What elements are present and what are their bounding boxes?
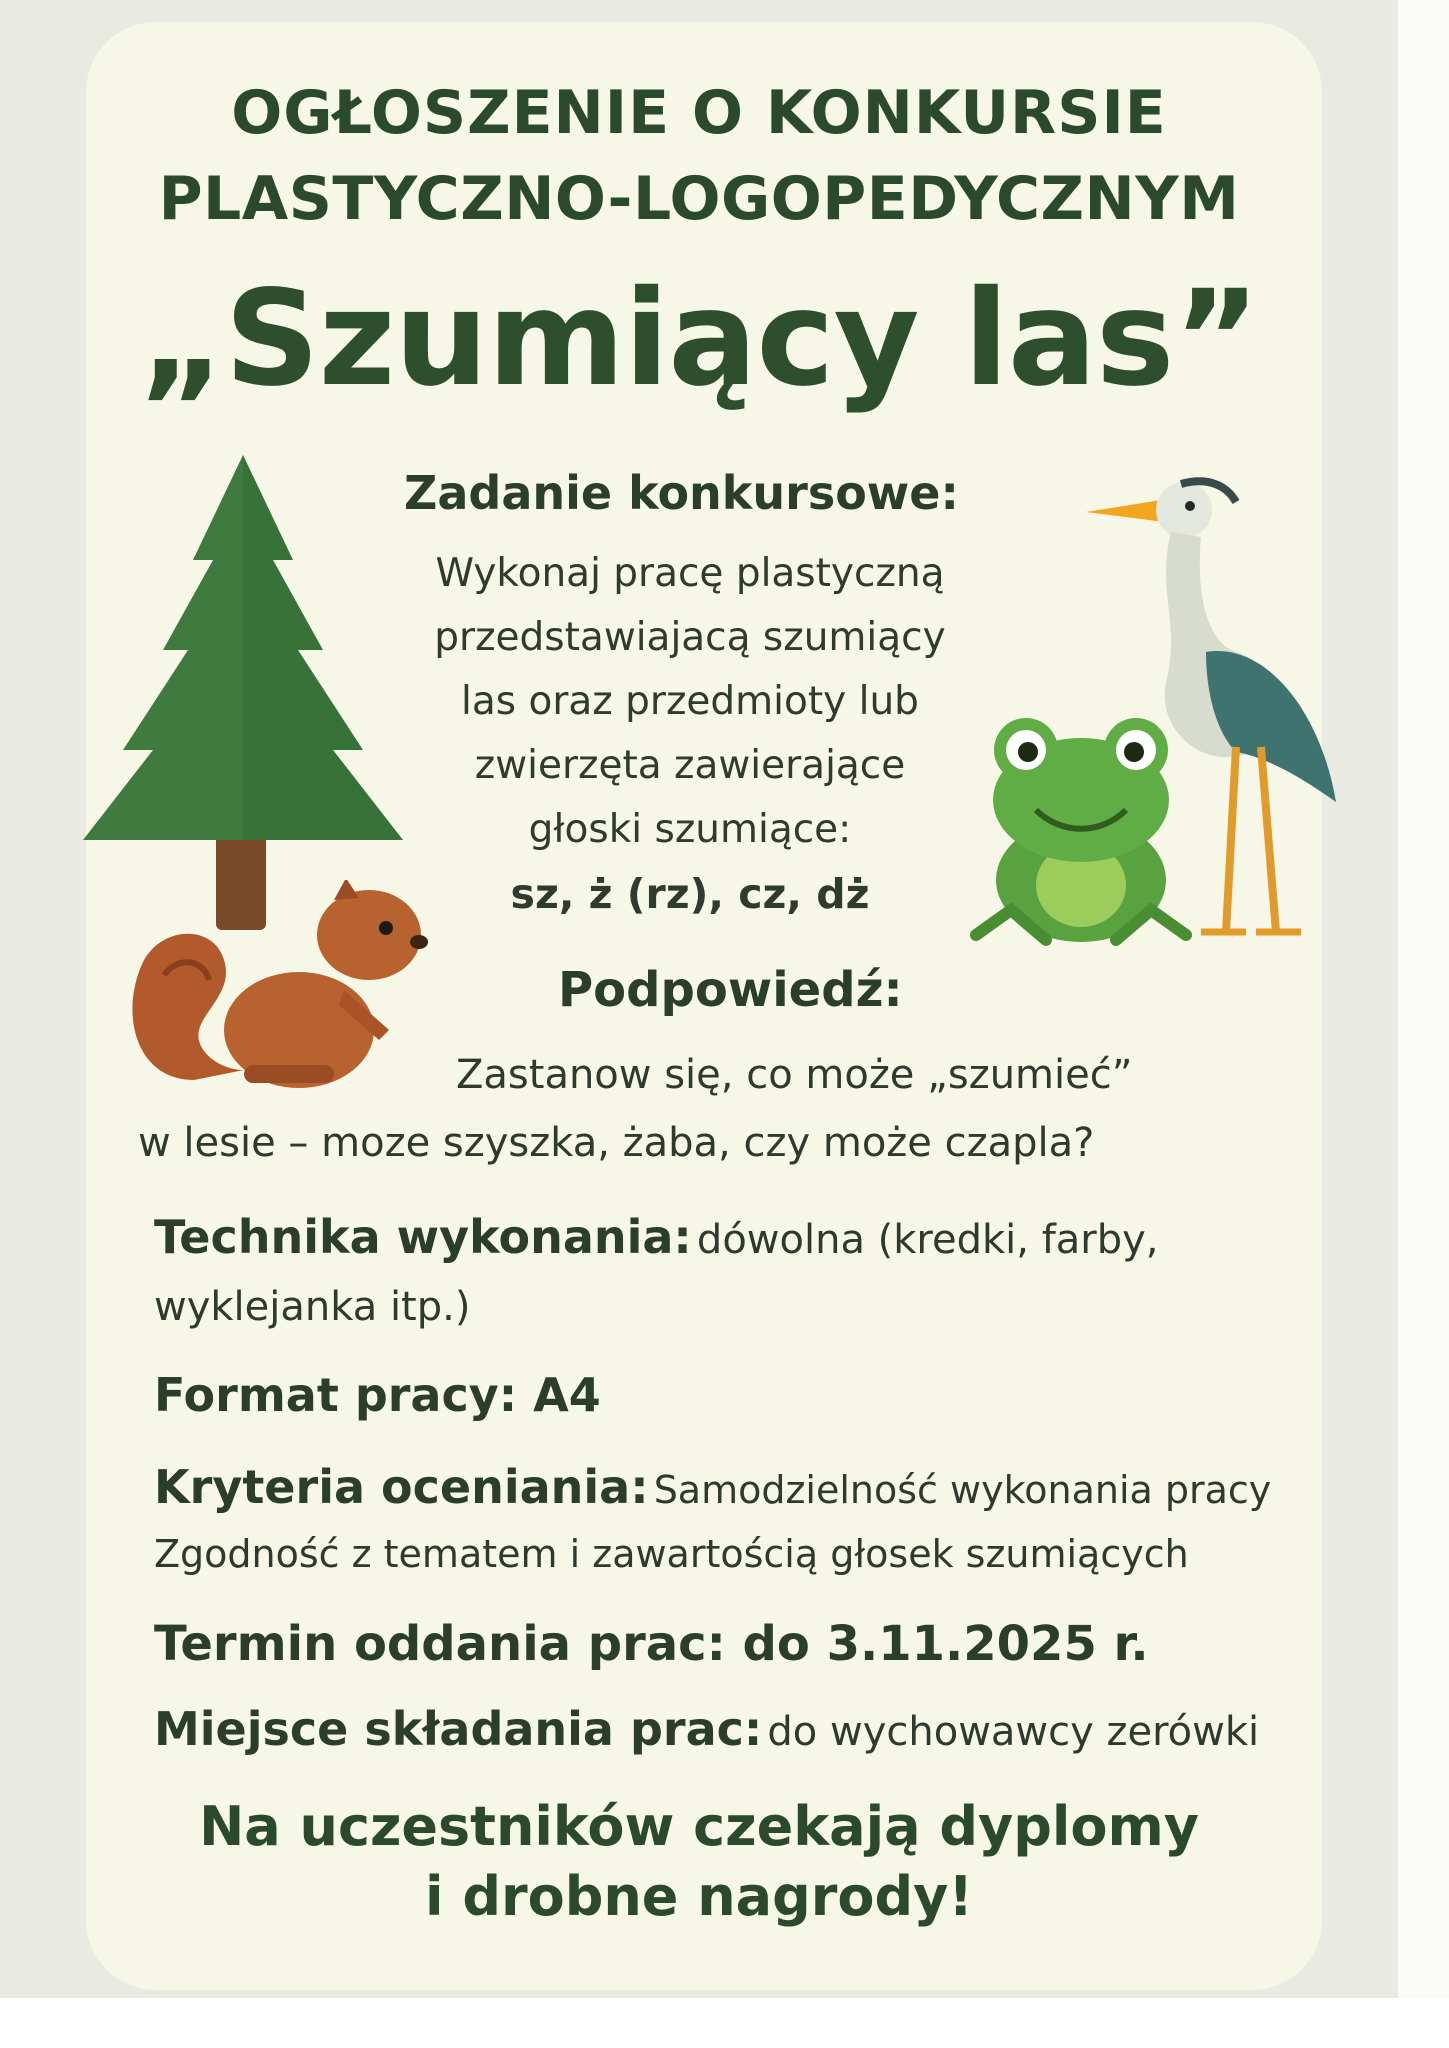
technique-value-cont: wyklejanka itp.) [154, 1284, 471, 1330]
task-line: Wykonaj pracę plastyczną [435, 551, 945, 596]
technique-row-cont [154, 1284, 470, 1330]
place-row [154, 1702, 1259, 1756]
hint-line-1: Zastanow się, co może „szumieć” [456, 1052, 1133, 1098]
technique-label: Technika wykonania: [154, 1210, 692, 1264]
technique-row [154, 1210, 1159, 1264]
contest-title: „Szumiący las” [138, 262, 1260, 416]
criteria-label: Kryteria oceniania: [154, 1460, 649, 1514]
format-row [154, 1368, 601, 1422]
task-line: głoski szumiące: [528, 807, 852, 852]
criteria-row [154, 1460, 1271, 1514]
place-label: Miejsce składania prac: [154, 1702, 763, 1756]
criteria-value-cont: Zgodność z tematem i zawartością głosek szumiących [154, 1532, 1189, 1576]
header-line-2: PLASTYCZNO-LOGOPEDYCZNYM [158, 164, 1240, 234]
deadline-row [154, 1616, 1149, 1672]
task-line: przedstawiajacą szumiący [434, 615, 946, 660]
scan-right-edge [1398, 0, 1449, 2048]
criteria-row-cont [154, 1532, 1189, 1576]
format-label: Format pracy: A4 [154, 1368, 601, 1422]
place-value: do wychowawcy zerówki [767, 1709, 1260, 1755]
task-heading: Zadanie konkursowe: [404, 466, 959, 520]
closing-line-2: i drobne nagrody! [425, 1865, 973, 1928]
task-sounds: sz, ż (rz), cz, dż [510, 870, 870, 918]
task-line: las oraz przedmioty lub [461, 679, 919, 724]
technique-value: dówolna (kredki, farby, [696, 1217, 1159, 1263]
hint-heading: Podpowiedź: [558, 962, 903, 1018]
spruce-tree-icon [78, 450, 408, 940]
cut-off-text-fragment [160, 1986, 1240, 1998]
deadline-label: Termin oddania prac: do 3.11.2025 r. [154, 1616, 1149, 1672]
hint-line-2: w lesie – moze szyszka, żaba, czy może czapla? [138, 1120, 1095, 1166]
header-line-1: OGŁOSZENIE O KONKURSIE [231, 78, 1167, 148]
closing-message [0, 1792, 1398, 1932]
task-description [360, 542, 1020, 926]
task-line: zwierzęta zawierające [474, 743, 906, 788]
closing-line-1: Na uczestników czekają dyplomy [199, 1795, 1199, 1858]
scan-bottom-edge [0, 1998, 1449, 2048]
criteria-value: Samodzielność wykonania pracy [653, 1468, 1272, 1512]
